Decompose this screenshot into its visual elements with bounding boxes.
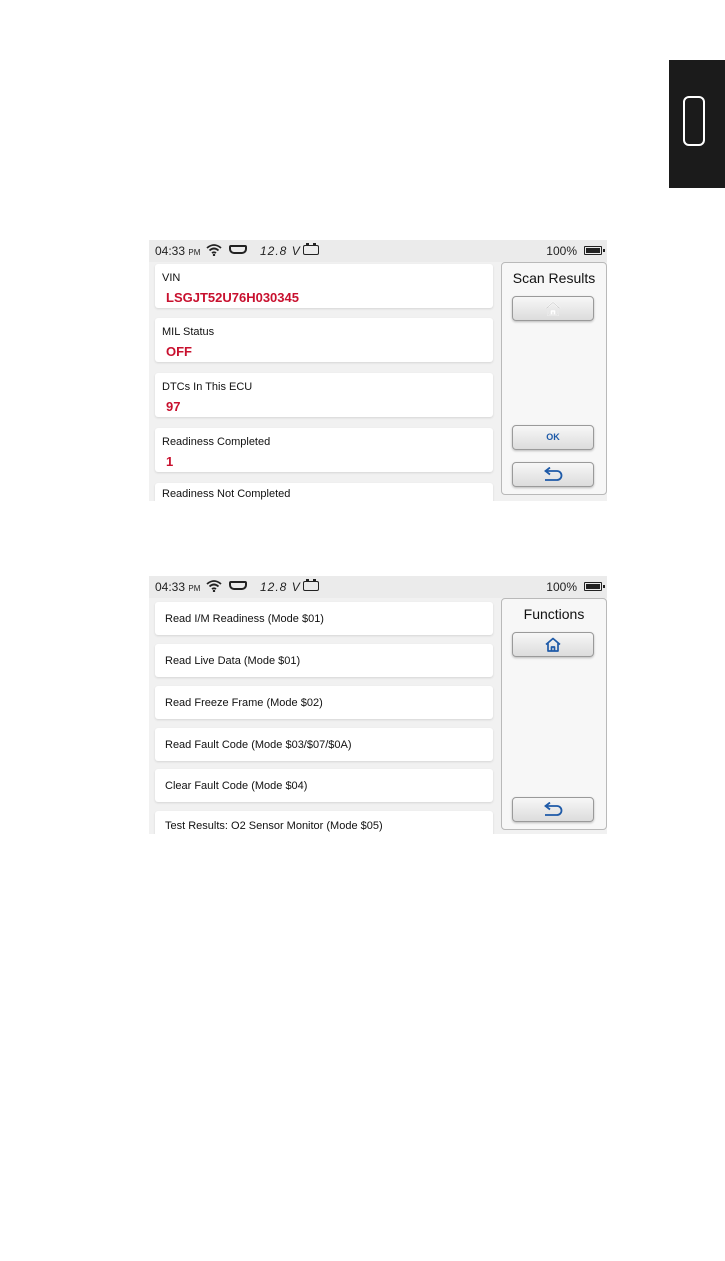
- status-time: 04:33 PM: [155, 580, 201, 594]
- result-card-mil-status: [155, 318, 493, 362]
- result-card-dtcs: [155, 373, 493, 417]
- result-card-readiness-not-completed: [155, 483, 493, 501]
- function-label: Read I/M Readiness (Mode $01): [165, 613, 324, 625]
- battery-percent: 100%: [546, 244, 577, 258]
- result-value: OFF: [166, 344, 192, 359]
- result-label: MIL Status: [162, 326, 215, 338]
- voltage-readout: 12.8 V: [260, 244, 301, 258]
- status-bar: [149, 240, 607, 262]
- result-value: 1: [166, 454, 174, 469]
- function-label: Read Live Data (Mode $01): [165, 655, 301, 667]
- wifi-icon: [206, 580, 222, 595]
- result-label: Readiness Completed: [162, 436, 271, 448]
- function-item-freeze-frame[interactable]: [155, 686, 493, 719]
- ok-button[interactable]: OK: [512, 425, 594, 450]
- function-item-clear-fault-code[interactable]: [155, 769, 493, 802]
- status-bar: [149, 576, 607, 598]
- function-label: Test Results: O2 Sensor Monitor (Mode $05): [165, 820, 383, 832]
- home-button[interactable]: [512, 296, 594, 321]
- battery-percent: 100%: [546, 580, 577, 594]
- side-panel: [501, 262, 607, 495]
- result-card-readiness-completed: [155, 428, 493, 472]
- function-label: Read Freeze Frame (Mode $02): [165, 697, 323, 709]
- result-value: 97: [166, 399, 181, 414]
- back-arrow-icon: [542, 804, 564, 821]
- result-label: Readiness Not Completed: [162, 488, 291, 500]
- car-battery-icon: [303, 581, 319, 591]
- car-battery-icon: [303, 245, 319, 255]
- panel-title: Scan Results: [512, 270, 596, 286]
- function-label: Clear Fault Code (Mode $04): [165, 780, 308, 792]
- functions-screen: [149, 576, 607, 834]
- back-button[interactable]: [512, 797, 594, 822]
- voltage-readout: 12.8 V: [260, 580, 301, 594]
- home-icon: [544, 639, 562, 656]
- battery-icon: [584, 582, 602, 591]
- result-value: LSGJT52U76H030345: [166, 290, 299, 305]
- battery-icon: [584, 246, 602, 255]
- side-tab: [669, 60, 725, 188]
- result-label: DTCs In This ECU: [162, 381, 253, 393]
- wifi-icon: [206, 244, 222, 259]
- function-item-live-data[interactable]: [155, 644, 493, 677]
- scan-results-screen: [149, 240, 607, 501]
- function-item-o2-sensor-monitor[interactable]: [155, 811, 493, 834]
- home-icon: [544, 303, 562, 320]
- status-time: 04:33 PM: [155, 244, 201, 258]
- back-button[interactable]: [512, 462, 594, 487]
- result-card-vin: [155, 264, 493, 308]
- obd-connector-icon: [229, 245, 247, 254]
- function-item-im-readiness[interactable]: [155, 602, 493, 635]
- function-label: Read Fault Code (Mode $03/$07/$0A): [165, 739, 352, 751]
- home-button[interactable]: [512, 632, 594, 657]
- obd-connector-icon: [229, 581, 247, 590]
- tab-slot-icon: [683, 96, 705, 146]
- back-arrow-icon: [542, 469, 564, 486]
- side-panel: [501, 598, 607, 830]
- panel-title: Functions: [523, 606, 585, 622]
- function-item-read-fault-code[interactable]: [155, 728, 493, 761]
- result-label: VIN: [162, 272, 181, 284]
